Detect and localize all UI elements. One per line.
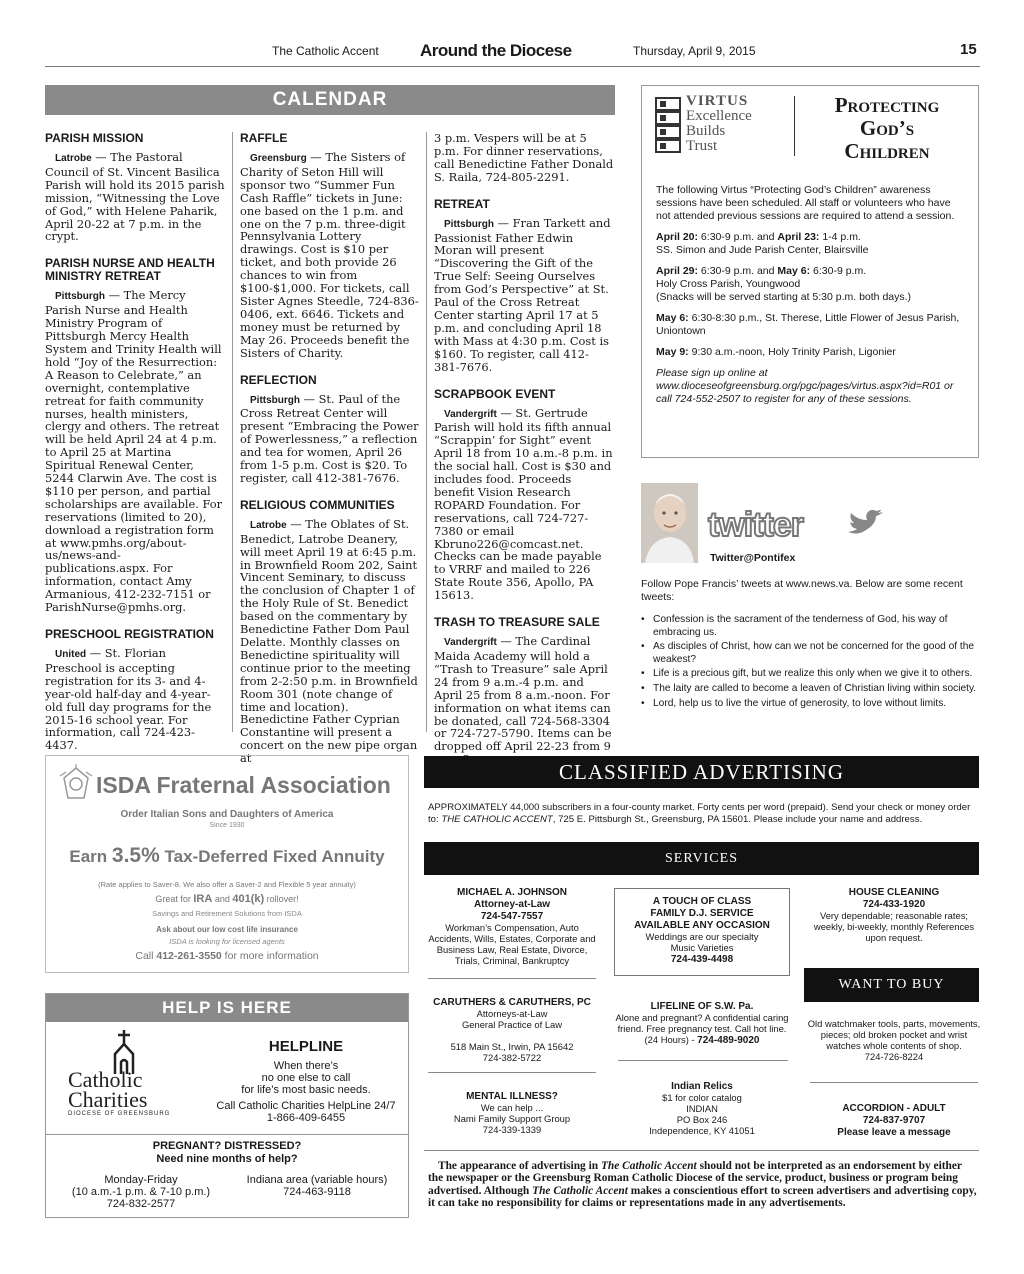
calendar-column-1 <box>45 132 225 766</box>
isda-savings: Savings and Retirement Solutions from ISDA <box>152 909 302 918</box>
column-rule <box>426 132 427 732</box>
item-scrapbook: Vandergrift — St. Gertrude Parish will hold its fifth annual “Scrappin’ for Sight” event April 18 from 10 a.m.-8 p.m. in the social hall. Cost is $30 and includes food. Proceeds benefit Vision Research ROPARD Foundation. For reservations, call 724-727-7380 or email Kbruno226@comcast.net. Checks can be made payable to VRRF and mailed to 226 State Route 356, Apollo, PA 15613. <box>434 405 613 603</box>
help-hours-left: Monday-Friday (10 a.m.-1 p.m. & 7-10 p.m.) 724-832-2577 <box>71 1174 211 1210</box>
ad-caruthers: CARUTHERS & CARUTHERS, PC Attorneys-at-Law General Practice of Law 518 Main St., Irwin, PA 15642 724-382-5722 <box>433 997 591 1063</box>
twitter-logo: twitter <box>708 506 803 544</box>
isda-since: Since 1930 <box>209 822 245 829</box>
item-reflection: Pittsburgh — St. Paul of the Cross Retreat Center will present “Embracing the Power of Powerlessness,” a reflection and tea for women, April 26 from 1-5 p.m. Cost is $20. To register, call 412-381-7676. <box>240 391 419 485</box>
ad-divider <box>428 978 596 979</box>
isda-ad <box>45 755 409 973</box>
calendar-column-3 <box>434 132 614 780</box>
item-preschool: United — St. Florian Preschool is accepting registration for its 3- and 4-year-old half-day and 4-year-old full day programs for the 2015-16 school year. For information, call 724-423-4437. <box>45 646 212 753</box>
ad-divider <box>618 1060 788 1061</box>
masthead-rule <box>45 66 980 67</box>
help-box <box>45 993 409 1218</box>
heading-reflection: REFLECTION <box>240 372 317 387</box>
heading-parish-mission: PARISH MISSION <box>45 131 144 145</box>
heading-parish-nurse: PARISH NURSE AND HEALTH MINISTRY RETREAT <box>45 256 215 284</box>
calendar-column-2 <box>240 132 420 779</box>
heading-preschool: PRESCHOOL REGISTRATION <box>45 627 214 641</box>
classified-rule <box>424 1150 979 1151</box>
ad-divider <box>428 1072 596 1073</box>
ad-mental-illness: MENTAL ILLNESS? We can help ... Nami Family Support Group 724-339-1339 <box>453 1091 571 1135</box>
isda-ask: Ask about our low cost life insurance <box>156 925 298 934</box>
tweet-item: • The laity are called to become a leaven of Christian living within society. <box>641 682 977 694</box>
item-parish-nurse: Pittsburgh — The Mercy Parish Nurse and Health Ministry Program of Pittsburgh Mercy Health System and Trinity Health will hold “Joy of the Resurrection: A Reason to Celebrate,” an overnight, contemplative retreat for faith community nurses, health ministers, clergy and others. The retreat will be held April 24 at 4 p.m. to April 25 at Martina Spiritual Renewal Center, 5244 Clarwin Ave. The cost is $110 per person, and partial scholarships are available. For reservations (limited to 20), download a registration form at www.pmhs.org/about-us/news-and-publications.aspx. For information, contact Amy Armanious, 412-232-7151 or ParishNurse@pmhs.org. <box>45 288 223 615</box>
virtus-logo-text: VIRTUS Excellence Builds Trust <box>686 93 752 154</box>
isda-great-for: Great for IRA and 401(k) rollover! <box>155 893 299 905</box>
pope-photo <box>641 483 698 563</box>
virtus-logo-icon <box>654 96 682 154</box>
helpline-title: HELPLINE <box>268 1038 344 1055</box>
isda-subtitle: Order Italian Sons and Daughters of America <box>120 809 334 820</box>
paper-name: The Catholic Accent <box>272 44 379 58</box>
virtus-title: Protecting God’s Children <box>834 93 940 163</box>
ad-indian-relics: Indian Relics $1 for color catalog INDIAN PO Box 246 Independence, KY 41051 <box>649 1081 755 1136</box>
services-bar: SERVICES <box>424 842 979 875</box>
ad-touch-of-class: A TOUCH OF CLASS FAMILY D.J. SERVICE AVAILABLE ANY OCCASION Weddings are our specialty Music Varieties 724-439-4498 <box>614 888 790 976</box>
item-raffle: Greensburg — The Sisters of Charity of Seton Hill will sponsor two “Summer Fun Cash Raffle” tickets in June: one based on the 1 p.m. and one on the 7 p.m. three-digit Pennsylvania Lottery drawings. Cost is $10 per ticket, and both provide 26 chances to win from $100-$1,000. For tickets, call Sister Agnes Steedle, 724-836-0406, ext. 6646. Tickets and money must be returned by May 26. Proceeds benefit the Sisters of Charity. <box>240 150 419 360</box>
virtus-box <box>641 85 979 458</box>
ad-lifeline: LIFELINE OF S.W. Pa. Alone and pregnant? A confidential caring friend. Free pregnancy test. Call hot line. (24 Hours) - 724-489-9020 <box>615 1001 789 1046</box>
calendar-bar: CALENDAR <box>45 85 615 115</box>
help-hours-right: Indiana area (variable hours) 724-463-9118 <box>246 1174 388 1198</box>
isda-agents: ISDA is looking for licensed agents <box>169 937 285 946</box>
tweet-item: • Lord, help us to live the virtue of generosity, to love without limits. <box>641 697 947 709</box>
column-rule <box>232 132 233 732</box>
catholic-charities-logo: Catholic Charities DIOCESE OF GREENSBURG <box>68 1067 171 1117</box>
twitter-bird-icon <box>846 510 886 544</box>
advertising-disclaimer: The appearance of advertising in The Catholic Accent should not be interpreted as an endorsement by either the newspaper or the Greensburg Roman Catholic Diocese of the service, product, business or program being advertised. Although The Catholic Accent makes a conscientious effort to screen advertisers and advertising copy, it can take no responsibility for claims or representations made in any advertisements. <box>428 1160 977 1210</box>
helpline-text: When there’s no one else to call for life’s most basic needs. Call Catholic Charities HelpLine 24/7 1-866-409-6455 <box>216 1060 396 1124</box>
item-religious-communities: Latrobe — The Oblates of St. Benedict, Latrobe Deanery, will meet April 19 at 6:45 p.m. in Brownfield Room 202, Saint Vincent Seminary, to discuss the conclusion of Chapter 1 of the Holy Rule of St. Benedict based on the commentary by Benedictine Father Dom Paul Delatte. Monthly classes on Benedictine spirituality will continue prior to the meeting from 2-2:50 p.m. in Brownfield Room 301 (note change of time and location). Benedictine Father Cyprian Constantine will present a concert on the new pipe organ at <box>240 516 418 766</box>
heading-trash-treasure: TRASH TO TREASURE SALE <box>434 615 600 630</box>
heading-retreat: RETREAT <box>434 196 490 211</box>
heading-scrapbook: SCRAPBOOK EVENT <box>434 386 556 401</box>
item-parish-mission: Latrobe — The Pastoral Council of St. Vincent Basilica Parish will hold its 2015 parish mission, “Witnessing the Love of God,” with Helene Paharik, April 20-22 at 7 p.m. in the crypt. <box>45 150 225 244</box>
twitter-handle: Twitter@Pontifex <box>710 552 796 564</box>
section-title: Around the Diocese <box>420 41 572 60</box>
isda-rate-note: (Rate applies to Saver-8. We also offer a Saver-2 and Flexible 5 year annuity) <box>98 880 356 889</box>
ad-accordion: ACCORDION - ADULT 724-837-9707 Please leave a message <box>837 1103 951 1138</box>
virtus-divider <box>794 96 795 156</box>
tweet-list <box>641 614 979 710</box>
issue-date: Thursday, April 9, 2015 <box>633 44 756 58</box>
twitter-intro: Follow Pope Francis’ tweets at www.news.va. Below are some recent tweets: <box>641 578 963 603</box>
ad-house-cleaning: HOUSE CLEANING 724-433-1920 Very dependable; reasonable rates; weekly, bi-weekly, monthly References upon request. <box>813 887 975 943</box>
classified-intro: APPROXIMATELY 44,000 subscribers in a four-county market. Forty cents per word (prepaid). Send your check or money order to: THE CATHOLIC ACCENT, 725 E. Pittsburgh St., Greensburg, PA 15601. Please include your name and address. <box>428 802 971 825</box>
page-number: 15 <box>960 41 977 58</box>
heading-religious-communities: RELIGIOUS COMMUNITIES <box>240 497 395 512</box>
isda-annuity: Earn 3.5% Tax-Deferred Fixed Annuity <box>69 844 385 867</box>
isda-name: ISDA Fraternal Association <box>96 772 391 798</box>
ad-divider <box>810 1082 978 1083</box>
help-divider <box>46 1134 408 1135</box>
classified-bar: CLASSIFIED ADVERTISING <box>424 756 979 788</box>
item-trash-treasure: Vandergrift — The Cardinal Maida Academy will hold a “Trash to Treasure” sale April 24 from 9 a.m.-4 p.m. and April 25 from 8 a.m.-noon. For information on what items can be donated, call 724-568-3304 or 724-727-5790. Items can be dropped off April 22-23 from 9 <box>434 634 612 754</box>
ad-johnson: MICHAEL A. JOHNSON Attorney-at-Law 724-547-7557 Workman’s Compensation, Auto Accidents, Wills, Estates, Corporate and Business Law, Real Estate, Divorce, Trials, Criminal, Bankruptcy <box>428 887 596 966</box>
want-to-buy-bar: WANT TO BUY <box>804 968 979 1002</box>
ad-watchmaker: Old watchmaker tools, parts, movements, pieces; old broken pocket and wrist watches whole contents of shop. 724-726-8224 <box>807 1018 981 1062</box>
tweet-item: • Life is a precious gift, but we realize this only when we give it to others. <box>641 668 973 680</box>
pregnant-header: PREGNANT? DISTRESSED? Need nine months of help? <box>152 1140 302 1165</box>
tweet-item: • As disciples of Christ, how can we not be concerned for the good of the weakest? <box>641 641 975 665</box>
help-bar: HELP IS HERE <box>46 994 408 1022</box>
isda-emblem-icon <box>58 764 94 808</box>
tweet-item: • Confession is the sacrament of the tenderness of God, his way of embracing us. <box>641 614 948 638</box>
virtus-sessions: The following Virtus “Protecting God’s Children” awareness sessions have been scheduled. All staff or volunteers who have not attended previous sessions are required to attend a session. April 20: 6:30-9 p.m. and April 23: 1-4 p.m. SS. Simon and Jude Parish Center, Blairsville April 29: 6:30-9 p.m. and May 6: 6:30-9 p.m. Holy Cross Parish, Youngwood (Snacks will be served starting at 5:30 p.m. both days.) May 6: 6:30-8:30 p.m., St. Therese, Little Flower of Jesus Parish, Uniontown May 9: 9:30 a.m.-noon, Holy Trinity Parish, Ligonier Please sign up online at www.dioceseofgreensburg.org/pgc/pages/virtus.aspx?id=R01 or call 724-552-2507 to register for any of these sessions. <box>656 184 960 405</box>
item-retreat: Pittsburgh — Fran Tarkett and Passionist Father Edwin Moran will present “Discovering the Gift of the True Self: Seeing Ourselves from God’s Perspective” at St. Paul of the Cross Retreat Center starting April 17 at 5 p.m. and concluding April 18 with Mass at 4:30 p.m. Cost is $160. To register, call 412-381-7676. <box>434 215 611 374</box>
heading-raffle: RAFFLE <box>240 131 288 145</box>
isda-call: Call 412-261-3550 for more information <box>135 950 319 962</box>
item-continued: 3 p.m. Vespers will be at 5 p.m. For dinner reservations, call Benedictine Father Donald S. Raila, 724-805-2291. <box>434 131 614 184</box>
